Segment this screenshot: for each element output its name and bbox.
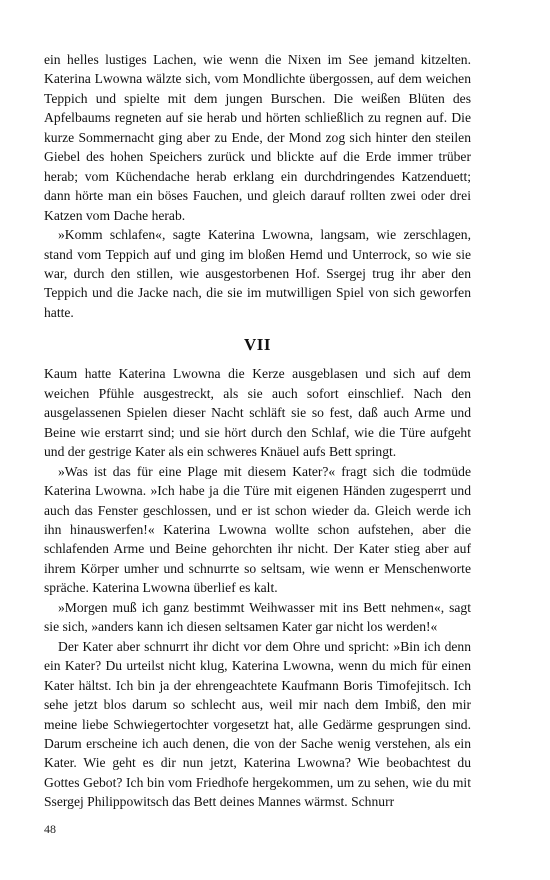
paragraph: »Komm schlafen«, sagte Katerina Lwowna, langsam, wie zerschlagen, stand vom Teppich auf und ging im bloßen Hemd und Unterrock, so wie sie war, durch den stillen, wie ausgestorbenen Hof. Ssergej trug ihr aber den Teppich und die Jacke nach, die sie im mutwilligen Spiel von sich geworfen hatte.: [44, 227, 471, 320]
text-block: [44, 50, 471, 812]
paragraph: »Was ist das für eine Plage mit diesem Kater?« fragt sich die todmüde Katerina Lwowna. »Ich habe ja die Türe mit eigenen Händen zugesperrt und auch das Fenster geschlossen, und er ist schon wieder da. Gleich werde ich ihn hinauswerfen!« Katerina Lwowna wollte schon aufstehen, aber die schlafenden Arme und Beine gehorchten ihr nicht. Der Kater stieg aber auf ihrem Körper umher und schnurrte so seltsam, wie wenn er Menschenworte spräche. Katerina Lwowna überlief es kalt.: [44, 463, 471, 596]
paragraph: »Morgen muß ich ganz bestimmt Weihwasser mit ins Bett nehmen«, sagt sie sich, »anders kann ich diesen seltsamen Kater gar nicht los werden!«: [44, 599, 471, 635]
paragraph: ein helles lustiges Lachen, wie wenn die Nixen im See jemand kitzelten. Katerina Lwowna wälzte sich, vom Mondlichte übergossen, auf dem weichen Teppich und spielte mit dem jungen Burschen. Die weißen Blüten des Apfelbaums regneten auf sie herab und hörten schließlich zu regnen auf. Die kurze Sommernacht ging aber zu Ende, der Mond zog sich hinter den steilen Giebel des hohen Speichers zurück und blickte auf die Erde immer trüber herab; vom Küchendache herab erklang ein durchdringendes Katzenduett; dann hörte man ein böses Fauchen, und gleich darauf rollten zwei oder drei Katzen vom Dache herab.: [44, 52, 471, 223]
paragraph: Kaum hatte Katerina Lwowna die Kerze ausgeblasen und sich auf dem weichen Pfühle ausgestreckt, als sie auch sofort einschlief. Nach den ausgelassenen Spielen dieser Nacht schläft sie so fest, daß auch Arme und Beine wie erstarrt sind; und sie hört durch den Schlaf, wie die Türe aufgeht und der gestrige Kater als ein schweres Knäuel aufs Bett springt.: [44, 366, 471, 460]
page-number: 48: [44, 822, 56, 836]
chapter-heading: VII: [243, 335, 271, 355]
paragraph: Der Kater aber schnurrt ihr dicht vor dem Ohre und spricht: »Bin ich denn ein Kater? Du urteilst nicht klug, Katerina Lwowna, wenn du mich für einen Kater hältst. Ich bin ja der ehrengeachtete Kaufmann Boris Timofejitsch. Ich sehe jetzt blos darum so schlecht aus, weil mir nach dem Imbiß, den mir meine liebe Schwiegertochter vorgesetzt hat, alle Gedärme gesprungen sind. Darum erscheine ich auch denen, die von der Sache wenig verstehen, als ein Kater. Wie geht es dir nun jetzt, Katerina Lwowna? Wie beobachtest du Gottes Gebot? Ich bin vom Friedhofe hergekommen, um zu sehen, wie du mit Ssergej Philippowitsch das Bett deines Mannes wärmst. Schnurr: [44, 638, 471, 810]
